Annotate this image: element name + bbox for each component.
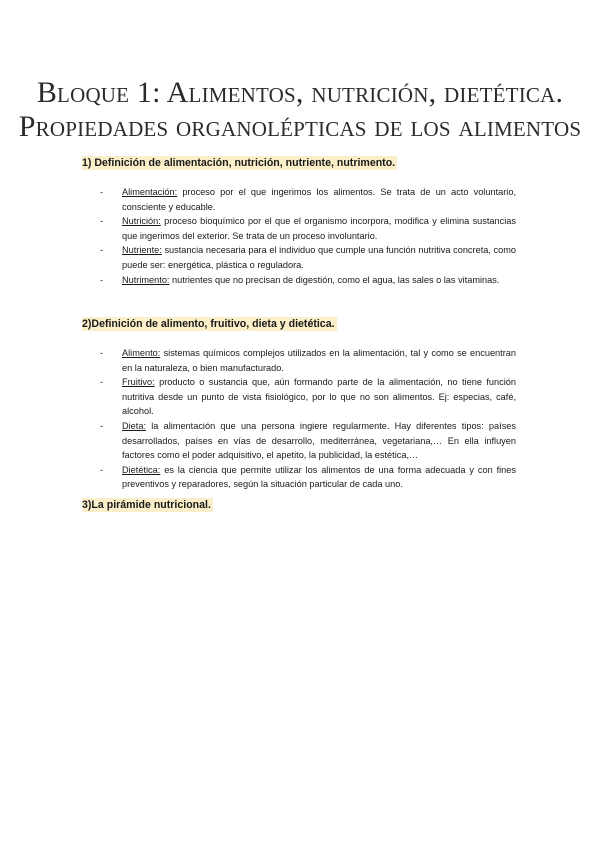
section-2-list	[100, 346, 516, 492]
bullet-dash: -	[100, 187, 104, 197]
bullet-dash: -	[100, 348, 104, 358]
section-1-list	[100, 185, 516, 287]
list-item	[100, 375, 516, 419]
definition: producto o sustancia que, aún formando parte de la alimentación, no tiene función nutritiva desde un punto de vista fisiológico, por lo que no son alimentos. Ej: especias, café, alcohol.	[122, 377, 516, 417]
definition: sistemas químicos complejos utilizados en la alimentación, tal y como se encuentran en la naturaleza, o bien manufacturado.	[122, 348, 516, 373]
list-item	[100, 463, 516, 492]
definition: sustancia necesaria para el individuo que cumple una función nutritiva concreta, como puede ser: energética, plástica o reguladora.	[122, 245, 516, 270]
list-item	[100, 346, 516, 375]
list-item	[100, 185, 516, 214]
title-line-2: Propiedades organolépticas de los alimentos	[18, 110, 582, 143]
definition: proceso bioquímico por el que el organismo incorpora, modifica y elimina sustancias que ingerimos del exterior. Se trata de un proceso involuntario.	[122, 216, 516, 241]
term: Fruitivo:	[122, 377, 155, 388]
section-3-heading: 3)La pirámide nutricional.	[82, 499, 211, 511]
definition: nutrientes que no precisan de digestión, como el agua, las sales o las vitaminas.	[169, 274, 500, 285]
document-title	[0, 76, 600, 144]
list-item	[100, 214, 516, 243]
term: Alimentación:	[122, 187, 178, 197]
term: Nutrición:	[122, 216, 161, 227]
list-item	[100, 243, 516, 272]
term: Dieta:	[122, 420, 147, 431]
definition: proceso por el que ingerimos los alimentos. Se trata de un acto voluntario, consciente y educable.	[122, 187, 516, 212]
bullet-dash: -	[100, 274, 104, 285]
definition: la alimentación que una persona ingiere regularmente. Hay diferentes tipos: países desarrollados, países en vías de desarrollo, mediterránea, vegetariana,… En ella influyen factores como el poder adquisitivo, el apetito, la publicidad, la estética,…	[122, 420, 516, 461]
term: Dietética:	[122, 464, 161, 475]
definition: es la ciencia que permite utilizar los alimentos de una forma adecuada y con fines preventivos y reparadores, según la situación particular de cada uno.	[122, 464, 516, 490]
bullet-dash: -	[100, 464, 104, 475]
term: Nutrimento:	[122, 274, 170, 285]
bullet-dash: -	[100, 420, 104, 431]
bullet-dash: -	[100, 245, 104, 256]
term: Nutriente:	[122, 245, 162, 256]
section-2-heading: 2)Definición de alimento, fruitivo, dieta y dietética.	[82, 318, 335, 330]
list-item	[100, 419, 516, 463]
bullet-dash: -	[100, 216, 104, 227]
term: Alimento:	[122, 348, 161, 358]
list-item	[100, 273, 516, 288]
title-line-1: Bloque 1: Alimentos, nutrición, dietética.	[36, 76, 564, 109]
section-1-heading: 1) Definición de alimentación, nutrición, nutriente, nutrimento.	[82, 157, 396, 169]
bullet-dash: -	[100, 377, 104, 388]
